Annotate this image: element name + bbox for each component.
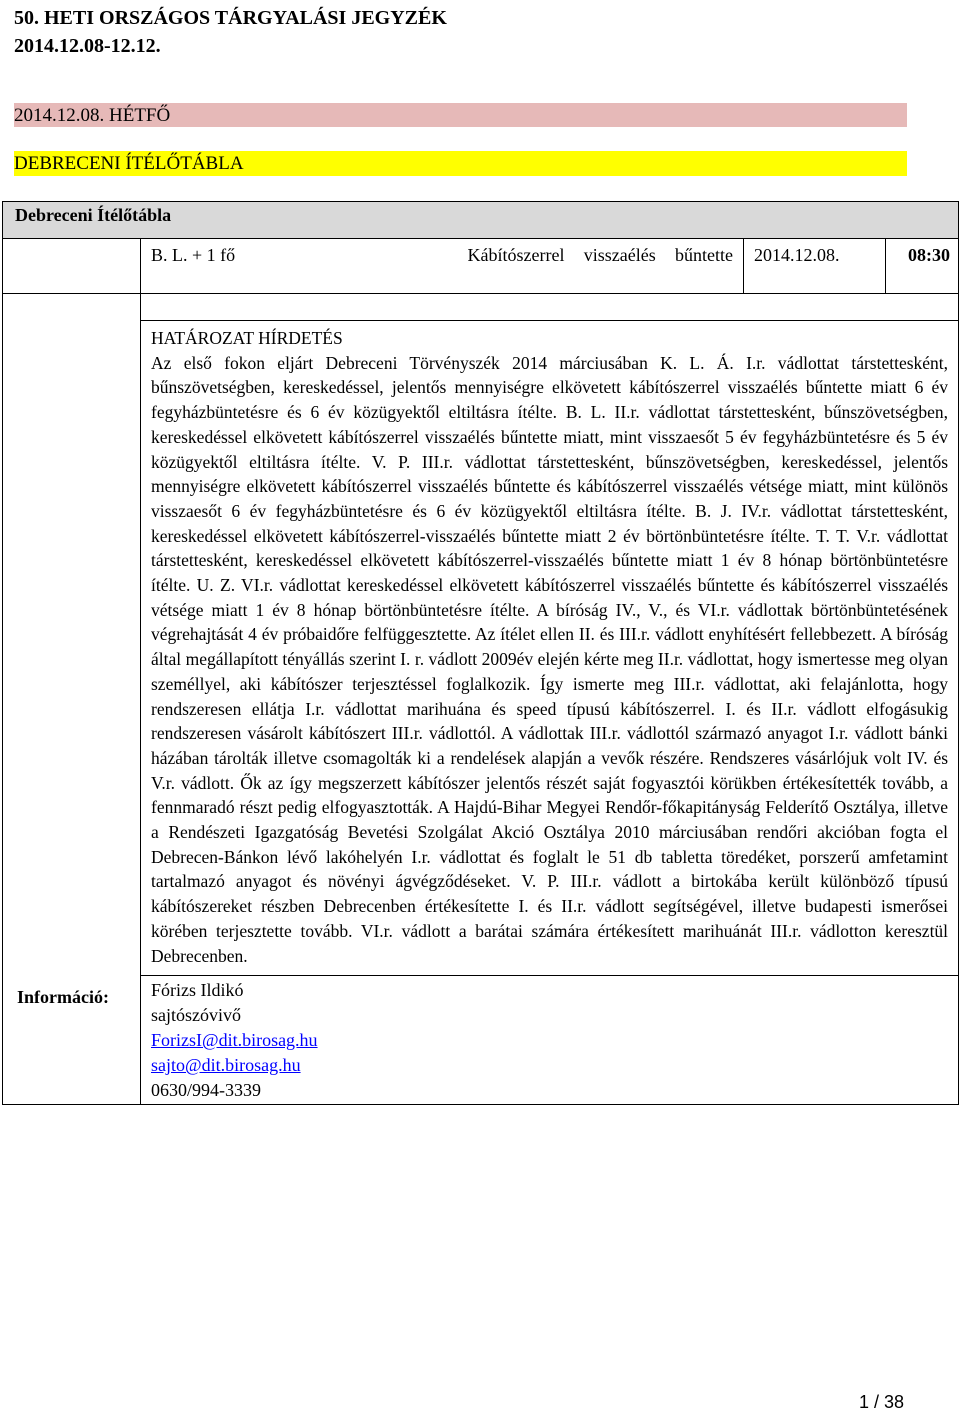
case-offense-text: Kábítószerrel visszaélés bűntette [467, 245, 733, 265]
announcement-cell [141, 321, 959, 976]
case-row [3, 239, 959, 294]
case-parties: B. L. + 1 fő [141, 239, 468, 294]
contact-email-2[interactable]: sajto@dit.birosag.hu [151, 1055, 301, 1076]
case-offense [468, 239, 744, 294]
contact-role: sajtószóvivő [151, 1005, 241, 1026]
announcement-row [3, 321, 959, 976]
info-label: Információ: [3, 294, 141, 1105]
court-name: Debreceni Ítélőtábla [3, 202, 959, 239]
hearing-table [2, 201, 959, 1105]
announcement-heading: HATÁROZAT HÍRDETÉS [151, 328, 343, 348]
document-title [14, 4, 447, 60]
day-heading: 2014.12.08. HÉTFŐ [14, 103, 907, 127]
contact-email-1[interactable]: ForizsI@dit.birosag.hu [151, 1030, 318, 1051]
left-blank-cell [3, 239, 141, 294]
page-number: 1 / 38 [858, 1392, 904, 1412]
spacer-row [3, 294, 959, 321]
case-time: 08:30 [886, 239, 959, 294]
contact-phone: 0630/994-3339 [151, 1080, 261, 1101]
spacer-cell [141, 294, 959, 321]
contact-name: Fórizs Ildikó [151, 980, 244, 1001]
title-line-1: 50. HETI ORSZÁGOS TÁRGYALÁSI JEGYZÉK [14, 7, 447, 29]
info-row [3, 976, 959, 1105]
announcement-body: Az első fokon eljárt Debreceni Törvényszék 2014 márciusában K. L. Á. I.r. vádlottat társtettesként, bűnszövetségben, kereskedéssel, jelentős mennyiségre elkövetett kábítószerrel visszaélés bűntette miatt 6 év fegyházbüntetésre és 6 év közügyektől eltiltásra ítélte. B. L. II.r. vádlottat társtettesként, bűnszövetségben, kereskedéssel elkövetett kábítószerrel visszaélés bűntette miatt, mint visszaesőt 5 év fegyházbüntetésre és 5 év közügyektől eltiltásra ítélte. V. P. III.r. vádlottat társtettesként, bűnszövetségben, kereskedéssel, jelentős mennyiségre elkövetett kábítószerrel visszaélés bűntette és kábítószerrel visszaélés vétsége miatt, mint különös visszaesőt 6 év fegyházbüntetésre és 6 év közügyektől eltiltásra ítélte. B. J. IV.r. vádlottat társtettesként, kereskedéssel elkövetett kábítószerrel-visszaélés bűntette miatt 2 év börtönbüntetésre ítélte. T. T. V.r. vádlottat társtettesként, kereskedéssel elkövetett kábítószerrel-visszaélés bűntette miatt 1 év 8 hónap börtönbüntetésre ítélte. U. Z. VI.r. vádlottat kereskedéssel elkövetett kábítószerrel visszaélés bűntette és kábítószerrel visszaélés vétsége miatt 1 év 8 hónap börtönbüntetésre ítélte. A bíróság IV., V., és VI.r. vádlottak börtönbüntetésének végrehajtását 4 év próbaidőre felfüggesztette. Az ítélet ellen II. és III.r. vádlott enyhítésért fellebbezett. A bíróság által megállapított tényállás szerint I. r. vádlott 2009év elején kérte meg II.r. vádlottat, hogy ismertesse meg olyan személlyel, aki kábítószer terjesztéssel foglalkozik. Így ismerte meg III.r. vádlottat, aki felajánlotta, hogy rendszeresen ellátja I.r. vádlottat marihuána és speed típusú kábítószerrel. I. és II.r. vádlott elfogásukig rendszeresen vásárolt kábítószert III.r. vádlottól. A vádlottak III.r. vádlottól származó anyagot I.r. vádlott bánki házában tárolták illetve csomagolták ki a rendelések alapján a vevők részére. Rendszeres vásárlójuk volt IV. és V.r. vádlott. Ők az így megszerzett kábítószer jelentős részét saját fogyasztói körükben értékesítették tovább, a fennmaradó részt pedig elfogyasztották. A Hajdú-Bihar Megyei Rendőr-főkapitányság Felderítő Osztálya, illetve a Rendészeti Igazgatóság Bevetési Szolgálat Akció Osztálya 2010 márciusában rendőri akcióban fogta el Debrecen-Bánkon lévő lakóhelyén I.r. vádlottat és foglalt le 51 db tabletta töredéket, porszerű amfetamint tartalmazó anyagot és növényi ágvégződéseket. V. P. III.r. vádlott a birtokába került különböző típusú kábítószereket részben Debrecenben értékesítette I. és II.r. vádlott segítségével, illetve budapesti ismerősei körében terjesztette tovább. VI.r. vádlott a barátai számára értékesített marihuánát III.r. vádlotton keresztül Debrecenben. [151, 352, 949, 966]
title-line-2: 2014.12.08-12.12. [14, 35, 161, 57]
info-cell [141, 976, 959, 1105]
case-date: 2014.12.08. [744, 239, 886, 294]
court-heading: DEBRECENI ÍTÉLŐTÁBLA [14, 151, 907, 176]
court-header-row [3, 202, 959, 239]
